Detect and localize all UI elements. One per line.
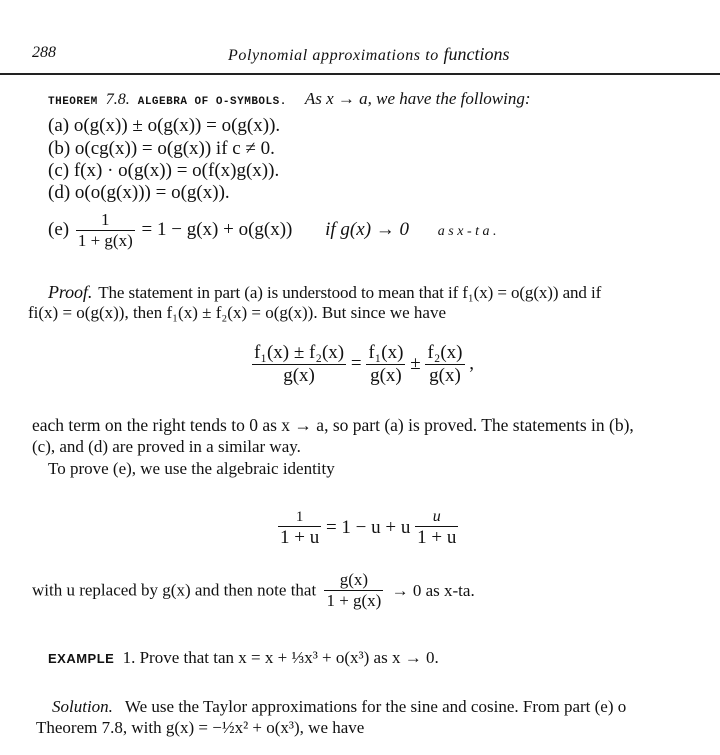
theorem-item-c: (c) f(x) · o(g(x)) = o(f(x)g(x)). <box>48 160 280 181</box>
eq1-r2 <box>425 342 464 387</box>
proof-line-5: To prove (e), we use the algebraic identity <box>48 459 335 478</box>
item-e-tail: a s x - t a . <box>437 223 497 239</box>
proof-line-4: (c), and (d) are proved in a similar way. <box>32 437 301 456</box>
proof-line-2: fi(x) = o(g(x)), then f₁(x) ± f₂(x) = o(g(x)). But since we have <box>28 303 446 322</box>
eq1-equals: = <box>350 352 362 374</box>
eq1-r1 <box>366 342 405 387</box>
item-e-denominator: 1 + g(x) <box>77 231 133 250</box>
theorem-item-e <box>48 210 497 251</box>
eq2-lhs <box>278 509 321 549</box>
eq1-pm: ± <box>410 352 421 374</box>
theorem-name: ALGEBRA OF O-SYMBOLS. <box>137 96 287 108</box>
line6-num: g(x) <box>339 570 369 589</box>
theorem-item-d: (d) o(o(g(x))) = o(g(x)). <box>48 182 230 203</box>
theorem-heading <box>48 89 531 109</box>
eq1-comma: , <box>469 352 475 374</box>
eq1-r2-num: f₂(x) <box>427 342 463 363</box>
line6-suffix: → 0 as x-ta. <box>391 580 475 600</box>
proof-label: Proof. <box>48 282 93 302</box>
eq1-r1-num: f₁(x) <box>368 342 404 363</box>
line6-den: 1 + g(x) <box>326 591 382 610</box>
eq1-lhs-num: f₁(x) ± f₂(x) <box>254 342 345 363</box>
running-title-prefix: Polynomial approximations to <box>228 47 439 64</box>
proof-line-1 <box>48 282 601 303</box>
proof-line-6 <box>32 570 475 611</box>
eq2-den: 1 + u <box>280 526 320 548</box>
solution-label: Solution. <box>52 697 113 716</box>
theorem-statement: As x → a, we have the following: <box>304 89 531 108</box>
eq1-lhs-den: g(x) <box>252 364 346 387</box>
header-rule <box>0 73 720 75</box>
eq1-r1-den: g(x) <box>366 364 405 387</box>
item-e-label: (e) <box>48 218 70 240</box>
proof-equation-2 <box>278 508 458 549</box>
eq1-r2-den: g(x) <box>425 364 464 387</box>
solution-line-1 <box>52 697 626 717</box>
item-e-rhs: = 1 − g(x) + o(g(x)) <box>141 218 293 240</box>
line6-fraction <box>324 570 383 611</box>
proof-text-1: The statement in part (a) is understood to mean that if f₁(x) = o(g(x)) and if <box>98 283 602 302</box>
running-title <box>228 44 509 65</box>
solution-line-2: Theorem 7.8, with g(x) = −½x² + o(x³), we have <box>36 718 365 737</box>
example-text: 1. Prove that tan x = x + ⅓x³ + o(x³) as x → 0. <box>122 648 439 667</box>
line6-prefix: with u replaced by g(x) and then note that <box>32 580 317 600</box>
item-e-numerator: 1 <box>101 210 110 229</box>
eq2-num: 1 <box>295 508 304 525</box>
theorem-item-a: (a) o(g(x)) ± o(g(x)) = o(g(x)). <box>48 115 281 136</box>
page-number: 288 <box>32 44 56 61</box>
proof-equation-1 <box>252 342 474 387</box>
example-label: EXAMPLE <box>48 651 115 666</box>
running-title-last: functions <box>443 44 510 64</box>
proof-line-3: each term on the right tends to 0 as x → a, so part (a) is proved. The statements in (b), <box>32 415 634 435</box>
solution-text-1: We use the Taylor approximations for the sine and cosine. From part (e) o <box>124 697 627 716</box>
item-e-condition: if g(x) → 0 <box>325 218 410 240</box>
theorem-number: 7.8. <box>105 91 130 108</box>
example-line <box>48 648 439 668</box>
theorem-label: THEOREM <box>48 96 98 108</box>
eq1-lhs <box>252 342 346 387</box>
eq2-rhs <box>415 508 458 549</box>
item-e-fraction <box>76 210 135 251</box>
theorem-item-b: (b) o(cg(x)) = o(g(x)) if c ≠ 0. <box>48 138 275 159</box>
eq2-rden: 1 + u <box>417 527 457 548</box>
eq2-mid: = 1 − u + u <box>325 516 411 538</box>
eq2-rnum: u <box>432 508 441 525</box>
